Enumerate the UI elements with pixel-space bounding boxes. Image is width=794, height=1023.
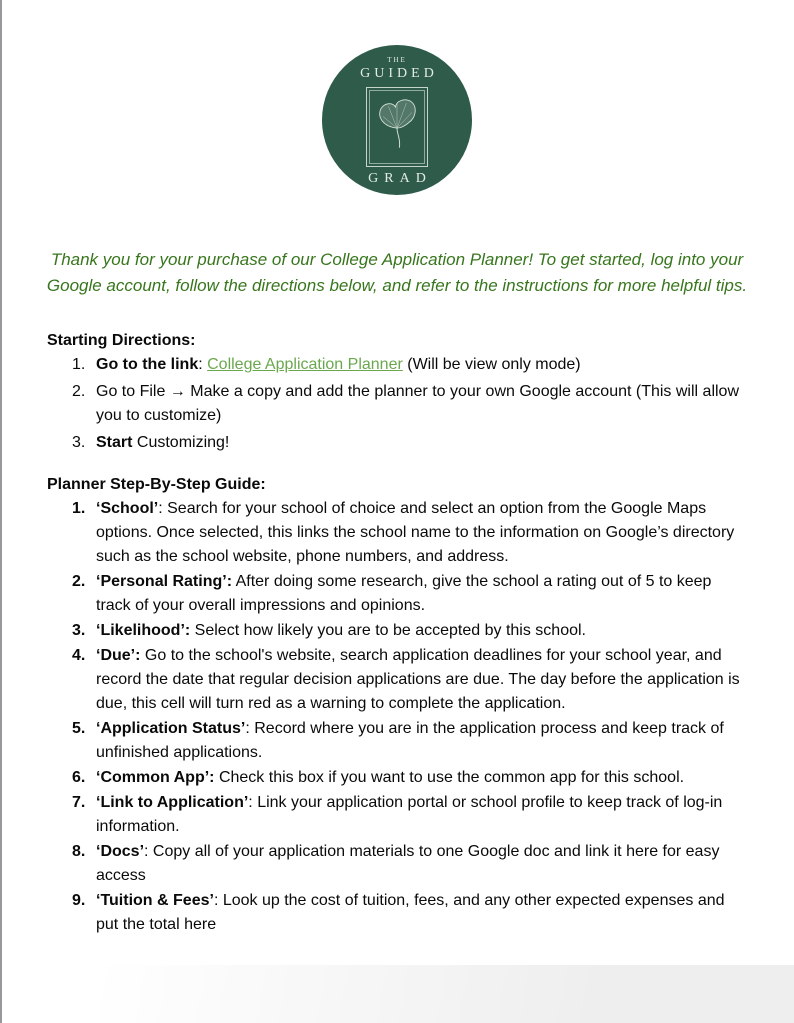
item-label: ‘Likelihood’: (96, 622, 191, 639)
item-label: ‘Personal Rating’: (96, 573, 233, 590)
college-application-planner-link[interactable]: College Application Planner (207, 356, 403, 373)
item-label: ‘Application Status’ (96, 720, 246, 737)
list-item (47, 766, 749, 790)
item-text: Customizing! (132, 434, 230, 451)
item-label: ‘Due’: (96, 647, 141, 664)
list-item (47, 497, 749, 569)
section-starting-directions (47, 329, 749, 455)
list-item (47, 840, 749, 888)
list-item (47, 431, 749, 455)
section-planner-step-by-step-guide (47, 473, 749, 937)
list-item (47, 353, 749, 377)
list-item (47, 644, 749, 716)
item-text: : Copy all of your application materials to one Google doc and link it here for easy access (96, 843, 720, 884)
document-body (47, 329, 749, 938)
sections-container (47, 329, 749, 937)
list-item (47, 380, 749, 428)
item-label: ‘Tuition & Fees’ (96, 892, 214, 909)
section-heading-planner-step-by-step-guide: Planner Step-By-Step Guide: (47, 476, 266, 493)
item-label: Start (96, 434, 133, 451)
item-label: Go to the link (96, 356, 199, 373)
item-label: ‘Common App’: (96, 769, 215, 786)
item-text: Check this box if you want to use the common app for this school. (214, 769, 685, 786)
item-text: : Search for your school of choice and select an option from the Google Maps options. Once selected, this links the school name to the information on Google’s directory such as the school website, phone numbers, and address. (96, 500, 735, 565)
item-text: : (198, 356, 208, 373)
viewer-page-edge (0, 0, 2, 1023)
section-heading-starting-directions: Starting Directions: (47, 332, 196, 349)
logo-frame (366, 87, 428, 167)
item-label: ‘Docs’ (96, 843, 145, 860)
item-text: Select how likely you are to be accepted by this school. (190, 622, 586, 639)
guided-grad-logo (322, 45, 472, 195)
item-label: ‘Link to Application’ (96, 794, 249, 811)
item-label: ‘School’ (96, 500, 159, 517)
planner-step-by-step-guide-list (47, 497, 749, 937)
list-item (47, 570, 749, 618)
item-text: : Look up the cost of tuition, fees, and any other expected expenses and put the total here (96, 892, 725, 933)
item-text: : Record where you are in the application process and keep track of unfinished applications. (96, 720, 724, 761)
item-text: (Will be view only mode) (402, 356, 581, 373)
ginkgo-leaf-icon (372, 94, 422, 161)
list-item (47, 889, 749, 937)
logo-word-grad: GRAD (368, 171, 432, 186)
logo-word-the: THE (387, 56, 407, 64)
logo-word-guided: GUIDED (360, 66, 438, 81)
item-text: : Link your application portal or school profile to keep track of log-in information. (96, 794, 723, 835)
intro-paragraph: Thank you for your purchase of our College Application Planner! To get started, log into your Google account, follow the directions below, and refer to the instructions for more helpful tips. (46, 250, 748, 295)
item-text: After doing some research, give the school a rating out of 5 to keep track of your overall impressions and opinions. (96, 573, 712, 614)
list-item (47, 619, 749, 643)
item-text: Go to the school's website, search application deadlines for your school year, and record the date that regular decision applications are due. The day before the application is due, this cell will turn red as a warning to complete the application. (96, 647, 740, 712)
page-bottom-shadow (0, 965, 794, 1023)
list-item (47, 717, 749, 765)
item-text: Go to File → Make a copy and add the planner to your own Google account (This will allow you to customize) (96, 383, 739, 424)
list-item (47, 791, 749, 839)
starting-directions-list (47, 353, 749, 455)
